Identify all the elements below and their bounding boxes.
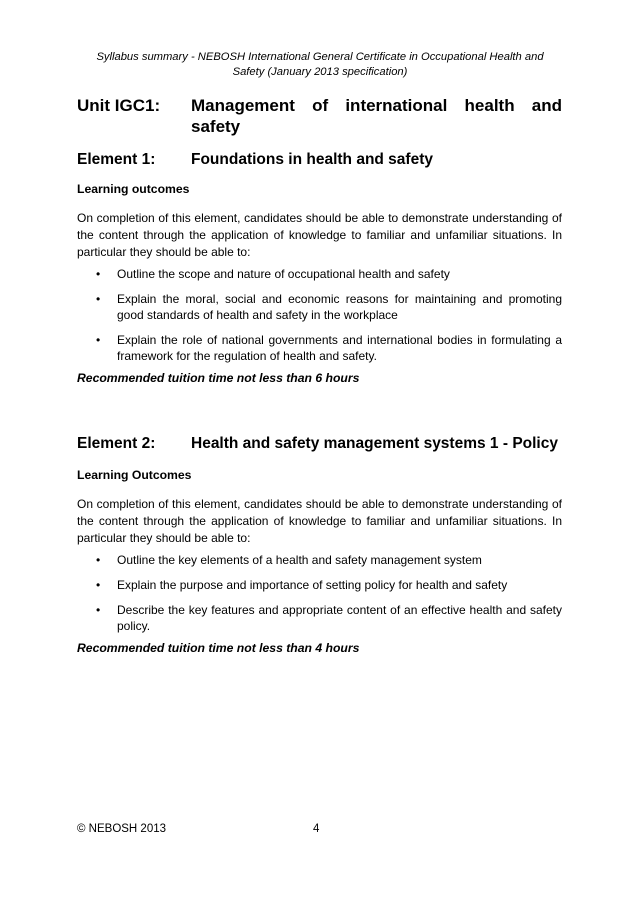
bullet-dot-icon: • [96, 553, 101, 567]
element-2-intro: On completion of this element, candidates should be able to demonstrate understanding of the content through the application of knowledge to familiar and unfamiliar situations. In particular they should be able to: [77, 497, 562, 545]
element-2-tuition: Recommended tuition time not less than 4 hours [77, 641, 360, 655]
list-item-text: Describe the key features and appropriate content of an effective health and safety policy. [117, 603, 562, 633]
element-1-label: Element 1: [77, 151, 156, 168]
list-item [77, 577, 562, 593]
list-item-text: Explain the role of national governments and international bodies in formulating a framework for the regulation of health and safety. [117, 333, 562, 363]
unit-title-line-2: safety [191, 117, 241, 136]
unit-label: Unit IGC1: [77, 96, 161, 115]
list-item [77, 332, 562, 364]
list-item-text: Explain the purpose and importance of setting policy for health and safety [117, 578, 508, 592]
running-header-line-2: Safety (January 2013 specification) [232, 66, 408, 78]
element-2-title: Health and safety management systems 1 - Policy [191, 435, 558, 452]
list-item [77, 291, 562, 323]
list-item-text: Outline the key elements of a health and safety management system [117, 553, 482, 567]
bullet-dot-icon: • [96, 267, 101, 281]
page-number: 4 [313, 823, 320, 835]
list-item-text: Outline the scope and nature of occupational health and safety [117, 267, 450, 281]
running-header [70, 50, 570, 80]
element-1-intro: On completion of this element, candidates should be able to demonstrate understanding of the content through the application of knowledge to familiar and unfamiliar situations. In particular they should be able to: [77, 211, 562, 259]
element-1-tuition: Recommended tuition time not less than 6 hours [77, 371, 360, 385]
unit-title-text [191, 95, 562, 137]
running-header-line-1: Syllabus summary - NEBOSH International General Certificate in Occupational Health and [96, 51, 544, 63]
bullet-dot-icon: • [96, 603, 101, 617]
element-1-learning-heading: Learning outcomes [77, 182, 190, 196]
list-item [77, 552, 562, 568]
unit-title-line-1: Management of international health and [191, 96, 562, 115]
bullet-dot-icon: • [96, 333, 101, 347]
bullet-dot-icon: • [96, 292, 101, 306]
element-1-bullet-list [77, 266, 562, 364]
bullet-dot-icon: • [96, 578, 101, 592]
list-item [77, 266, 562, 282]
element-2-learning-heading: Learning Outcomes [77, 468, 192, 482]
element-1-title: Foundations in health and safety [191, 151, 433, 168]
list-item [77, 602, 562, 634]
element-2-bullet-list [77, 552, 562, 634]
element-2-label: Element 2: [77, 435, 156, 452]
footer-copyright: © NEBOSH 2013 [77, 823, 167, 835]
list-item-text: Explain the moral, social and economic reasons for maintaining and promoting good standards of health and safety in the workplace [117, 292, 562, 322]
